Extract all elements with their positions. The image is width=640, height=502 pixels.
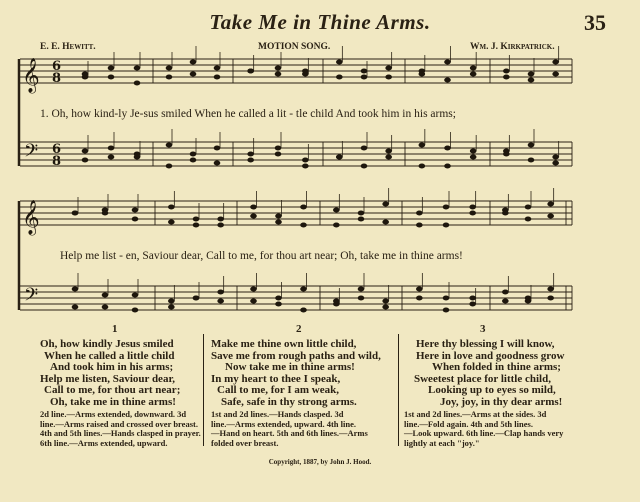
note-head (247, 69, 254, 74)
note-head (132, 208, 139, 213)
note-head (361, 75, 368, 80)
note-head (502, 299, 509, 304)
note-head (72, 211, 79, 216)
note-head (275, 220, 282, 225)
motion-note-line: 1st and 2d lines.—Arms at the sides. 3d (404, 409, 547, 419)
note-head (552, 60, 559, 65)
verse-line: Oh, take me in thine arms! (50, 395, 176, 408)
motion-note-line: line.—Fold again. 4th and 5th lines. (404, 418, 533, 429)
motion-note-line: —Hand on heart. 5th and 6th lines.—Arms (211, 428, 368, 439)
note-head (190, 158, 197, 163)
note-head (193, 223, 200, 228)
note-head (190, 152, 197, 157)
note-head (469, 302, 476, 307)
note-head (102, 211, 109, 216)
time-signature: 6 (52, 142, 62, 157)
note-head (385, 66, 392, 71)
note-head (385, 75, 392, 80)
note-head (108, 75, 115, 80)
note-head (358, 296, 365, 301)
motion-notes-1 (40, 410, 201, 448)
note-head (419, 143, 426, 148)
note-head (132, 308, 139, 313)
note-head (443, 223, 450, 228)
verse-line: Looking up to eyes so mild, (428, 384, 556, 397)
song-type: MOTION SONG. (258, 42, 331, 52)
verse-line: Save me from rough paths and wild, (211, 349, 381, 362)
note-head (190, 72, 197, 77)
motion-note-line: 4th and 5th lines.—Hands clasped in prayer. (40, 428, 201, 439)
note-head (214, 75, 221, 80)
staff-lines (19, 46, 572, 310)
note-head (168, 299, 175, 304)
note-head (134, 81, 141, 86)
note-head (502, 290, 509, 295)
verse-number-1: 1 (112, 323, 118, 335)
verse-line: Sweetest place for little child, (414, 372, 551, 385)
note-head (72, 305, 79, 310)
note-head (470, 72, 477, 77)
note-head (361, 164, 368, 169)
note-head (217, 299, 224, 304)
verse-line: And took him in his arms; (50, 361, 174, 374)
verse-line: Help me listen, Saviour dear, (40, 372, 176, 385)
note-head (333, 208, 340, 213)
verse-line: Here in love and goodness grow (416, 349, 565, 362)
motion-note-line: —Look upward. 6th line.—Clap hands very (404, 428, 564, 439)
note-head (300, 205, 307, 210)
note-head (217, 290, 224, 295)
verse-number-3: 3 (480, 323, 486, 335)
note-head (547, 214, 554, 219)
note-head (470, 66, 477, 71)
note-head (528, 158, 535, 163)
note-head (333, 299, 340, 304)
treble-clef: 𝄞 (22, 200, 40, 235)
note-head (444, 60, 451, 65)
note-head (214, 66, 221, 71)
time-signature: 8 (52, 154, 62, 169)
verse-3 (404, 339, 564, 409)
note-head (443, 308, 450, 313)
note-heads (72, 60, 559, 313)
note-head (336, 75, 343, 80)
note-head (525, 205, 532, 210)
note-head (300, 223, 307, 228)
note-head (419, 72, 426, 77)
motion-note-line: 1st and 2d lines.—Hands clasped. 3d (211, 409, 344, 419)
note-head (382, 220, 389, 225)
note-head (385, 155, 392, 160)
note-head (361, 69, 368, 74)
note-head (333, 223, 340, 228)
note-head (193, 217, 200, 222)
note-head (214, 161, 221, 166)
motion-note-line: line.—Arms raised and crossed over breast. (40, 418, 198, 429)
note-head (444, 78, 451, 83)
note-head (247, 152, 254, 157)
verse-line: Oh, how kindly Jesus smiled (40, 338, 174, 350)
column-divider (203, 334, 204, 446)
verse-line: Here thy blessing I will know, (416, 338, 555, 350)
note-head (547, 202, 554, 207)
hymn-title: Take Me in Thine Arms. (209, 10, 431, 34)
copyright-notice: Copyright, 1887, by John J. Hood. (268, 458, 372, 466)
note-head (247, 158, 254, 163)
note-head (385, 149, 392, 154)
note-head (503, 75, 510, 80)
note-head (336, 60, 343, 65)
note-head (82, 149, 89, 154)
note-head (525, 296, 532, 301)
note-head (275, 152, 282, 157)
note-head (217, 223, 224, 228)
verse-1 (40, 339, 180, 409)
note-head (528, 143, 535, 148)
note-head (108, 66, 115, 71)
note-head (214, 146, 221, 151)
verse-line: Make me thine own little child, (211, 338, 357, 350)
note-head (134, 152, 141, 157)
note-head (300, 287, 307, 292)
treble-clef: 𝄞 (22, 58, 40, 93)
note-head (470, 155, 477, 160)
note-head (358, 287, 365, 292)
note-head (166, 164, 173, 169)
note-head (547, 296, 554, 301)
verse-line: Call to me, for thou art near; (44, 384, 181, 397)
note-head (416, 287, 423, 292)
motion-note-line: lightly at each "joy." (404, 437, 480, 448)
column-divider (398, 334, 399, 446)
note-head (469, 205, 476, 210)
note-head (275, 72, 282, 77)
note-head (525, 217, 532, 222)
verse-line: Call to me, for I am weak, (217, 384, 339, 397)
note-head (275, 296, 282, 301)
bass-clef: 𝄢 (24, 285, 39, 310)
note-head (82, 72, 89, 77)
note-head (132, 293, 139, 298)
note-head (382, 202, 389, 207)
note-head (275, 302, 282, 307)
note-head (382, 299, 389, 304)
note-head (361, 146, 368, 151)
lyric-line-1: 1. Oh, how kind-ly Je-sus smiled When he called a lit - tle child And took him in his arms; (40, 108, 456, 120)
verse-line: When folded in thine arms; (432, 361, 561, 374)
motion-notes-2 (211, 410, 368, 448)
note-head (250, 205, 257, 210)
note-head (300, 308, 307, 313)
note-head (528, 72, 535, 77)
note-head (528, 78, 535, 83)
note-head (302, 164, 309, 169)
time-signature: 6 (52, 59, 62, 74)
note-head (72, 287, 79, 292)
note-head (336, 155, 343, 160)
verse-line: Joy, joy, in thy dear arms! (440, 395, 563, 408)
lyric-line-2: Help me list - en, Saviour dear, Call to me, for thou art near; Oh, take me in thine arms! (60, 250, 463, 262)
note-head (416, 223, 423, 228)
note-head (502, 211, 509, 216)
verse-line: In my heart to thee I speak, (211, 372, 341, 385)
note-head (168, 205, 175, 210)
note-head (443, 296, 450, 301)
note-head (302, 69, 309, 74)
note-head (132, 217, 139, 222)
verse-2 (211, 339, 381, 409)
note-head (547, 287, 554, 292)
note-head (275, 214, 282, 219)
note-head (250, 287, 257, 292)
note-head (250, 214, 257, 219)
verse-number-2: 2 (296, 323, 302, 335)
note-head (108, 155, 115, 160)
note-head (416, 296, 423, 301)
note-head (275, 146, 282, 151)
note-head (134, 66, 141, 71)
note-head (358, 217, 365, 222)
note-head (552, 155, 559, 160)
time-signature: 8 (52, 71, 62, 86)
note-head (469, 296, 476, 301)
clefs (22, 58, 61, 310)
note-head (275, 66, 282, 71)
note-head (302, 158, 309, 163)
note-head (168, 305, 175, 310)
note-head (166, 66, 173, 71)
bass-clef: 𝄢 (24, 141, 39, 166)
motion-note-line: 2d line.—Arms extended, downward. 3d (40, 409, 187, 419)
lyricist-credit: E. E. Hewitt. (40, 42, 96, 52)
note-head (358, 211, 365, 216)
note-head (503, 152, 510, 157)
note-head (444, 146, 451, 151)
note-head (443, 205, 450, 210)
note-head (416, 211, 423, 216)
motion-notes-3 (404, 410, 563, 448)
note-head (82, 158, 89, 163)
verse-line: Now take me in thine arms! (225, 361, 355, 374)
note-head (552, 161, 559, 166)
note-head (166, 75, 173, 80)
motion-note-line: 6th line.—Arms extended, upward. (40, 437, 168, 448)
note-head (419, 164, 426, 169)
verse-line: Safe, safe in thy strong arms. (221, 395, 357, 408)
note-head (444, 164, 451, 169)
note-head (108, 146, 115, 151)
note-head (193, 296, 200, 301)
motion-note-line: line.—Arms extended, upward. 4th line. (211, 418, 356, 429)
note-head (552, 72, 559, 77)
note-head (250, 299, 257, 304)
note-head (217, 217, 224, 222)
page-number: 35 (584, 10, 606, 35)
note-head (102, 293, 109, 298)
composer-credit: Wm. J. Kirkpatrick. (470, 42, 555, 52)
note-head (382, 305, 389, 310)
note-head (469, 211, 476, 216)
motion-note-line: folded over breast. (211, 437, 279, 448)
note-head (166, 143, 173, 148)
note-head (190, 60, 197, 65)
note-head (102, 305, 109, 310)
note-head (470, 149, 477, 154)
verse-line: When he called a little child (44, 349, 175, 362)
note-head (168, 220, 175, 225)
note-head (503, 69, 510, 74)
